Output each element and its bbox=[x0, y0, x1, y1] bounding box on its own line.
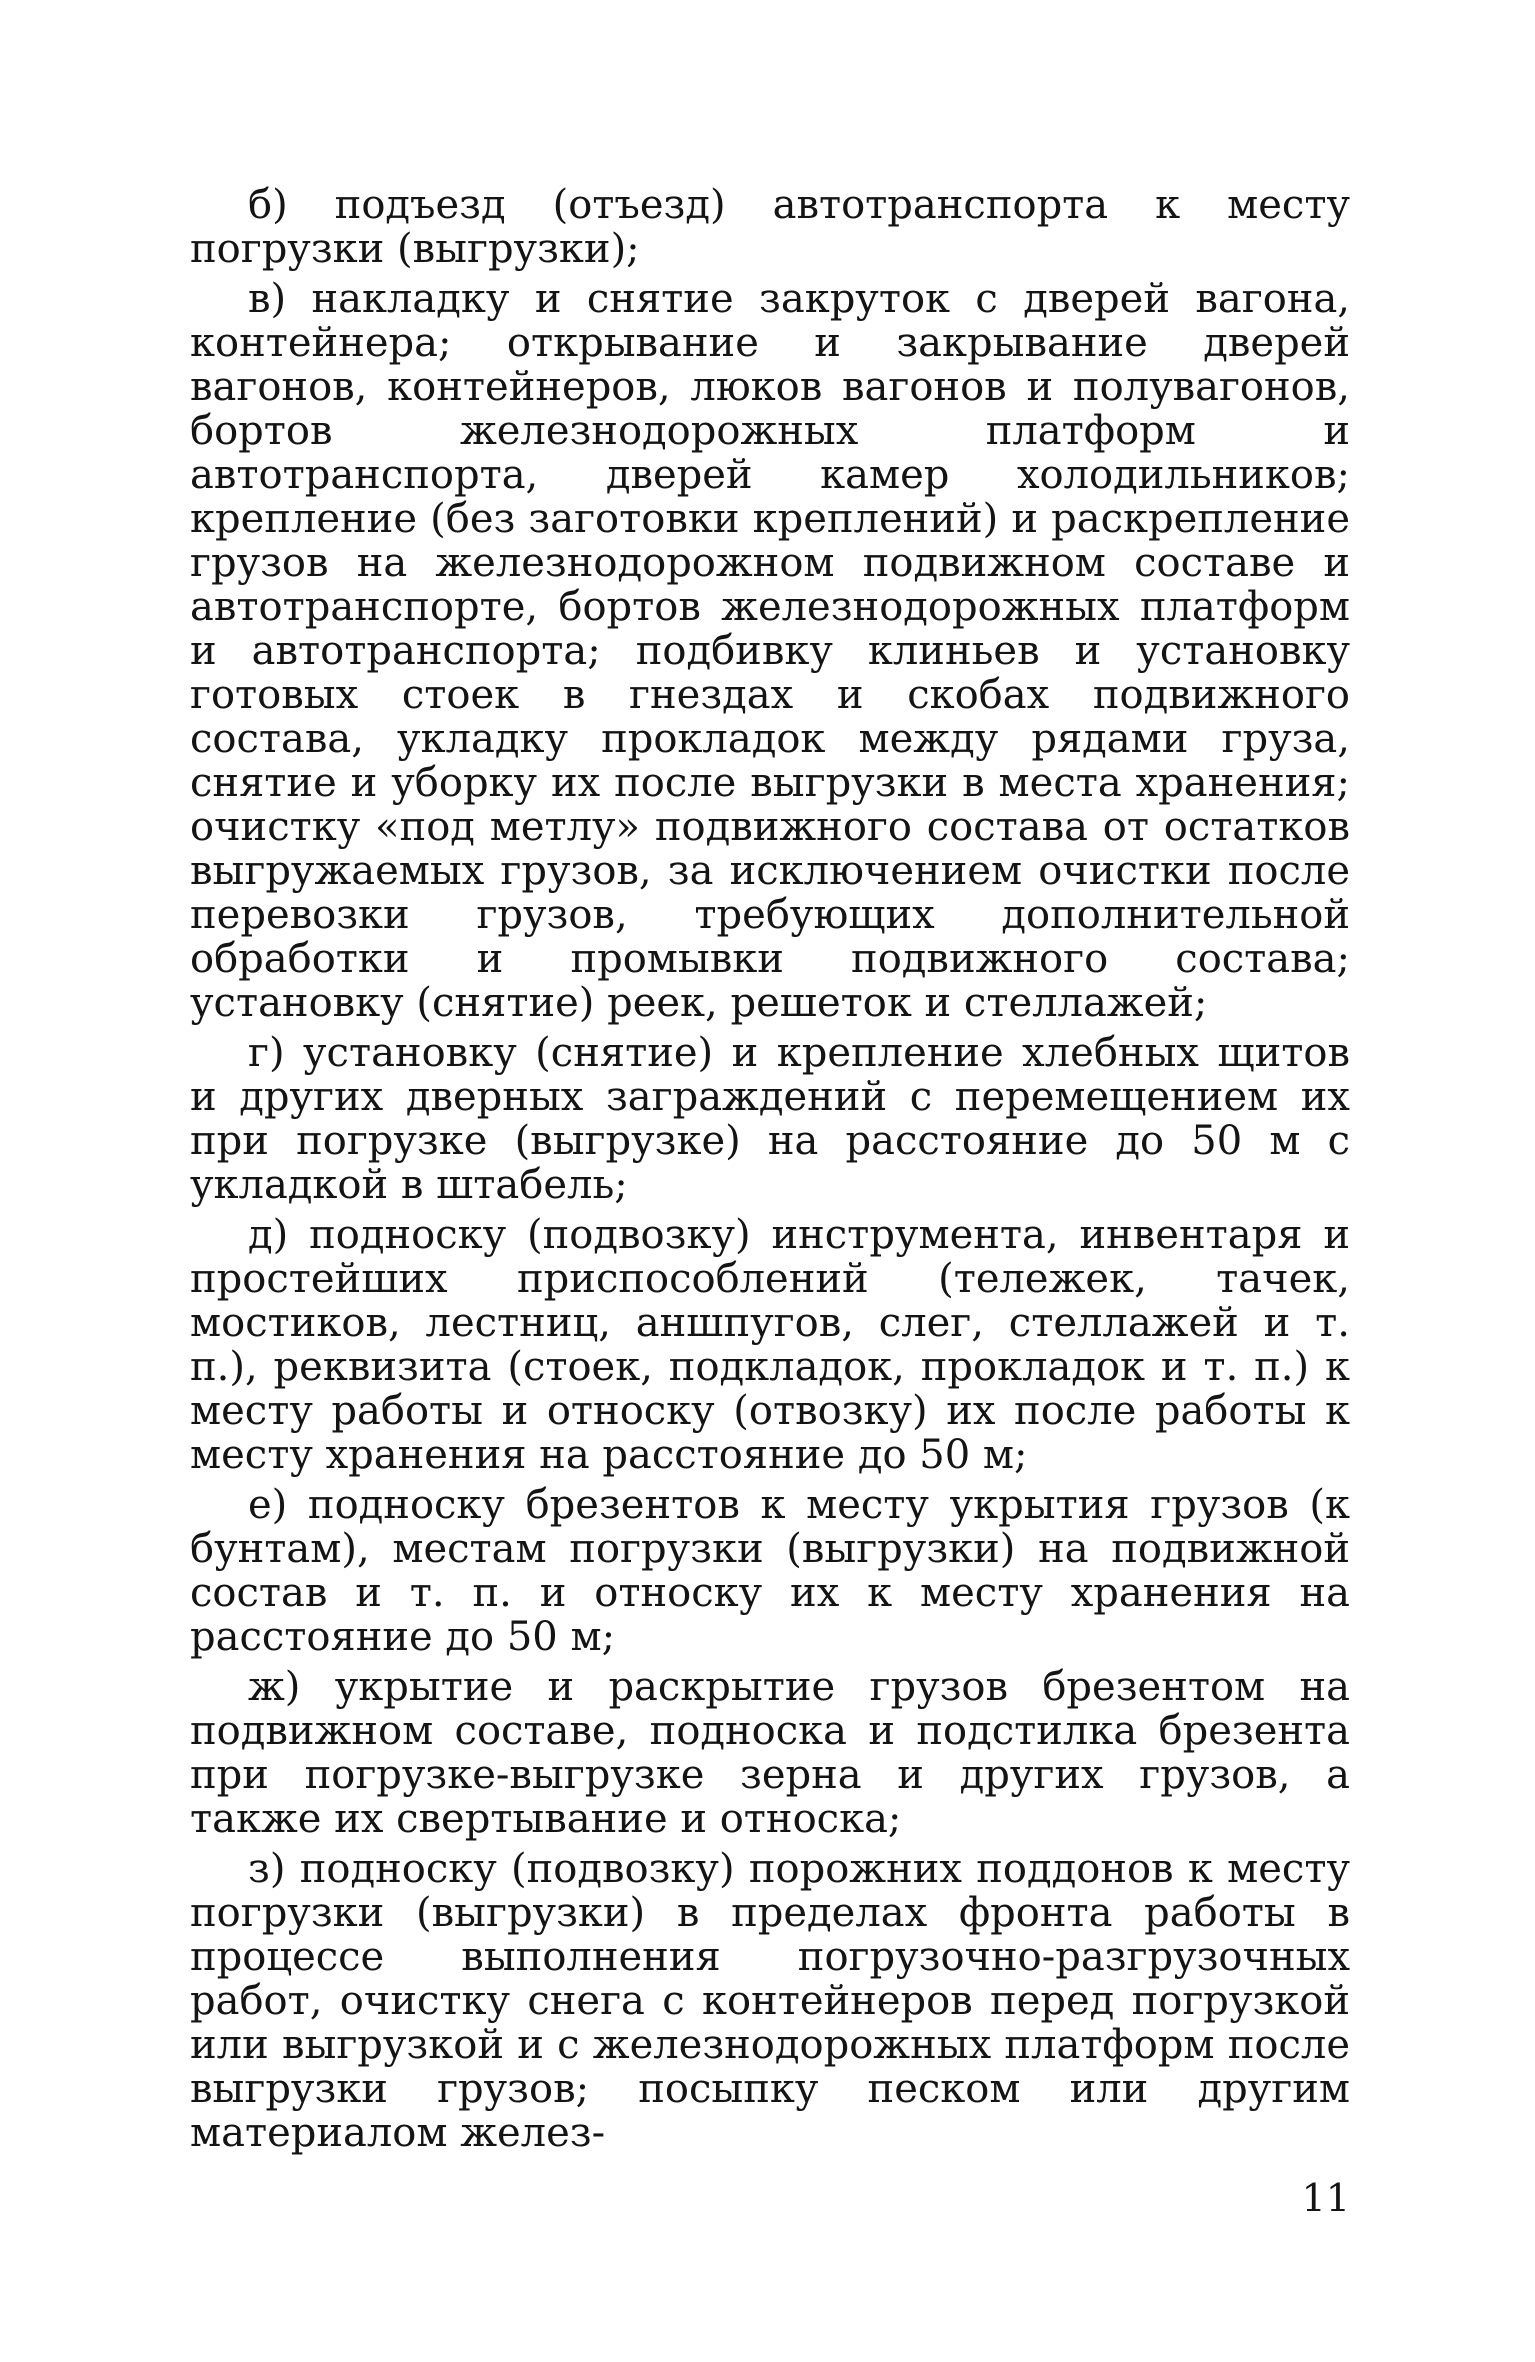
page-number: 11 bbox=[1301, 2176, 1350, 2220]
paragraph-zh: ж) укрытие и раскрытие грузов брезентом на подвижном составе, подноска и подстилка брезента при погрузке-выгрузке зерна и других грузов, а также их свертывание и относка; bbox=[190, 1664, 1350, 1842]
paragraph-g: г) установку (снятие) и крепление хлебных щитов и других дверных заграждений с перемещением их при погрузке (выгрузке) на расстояние до 50 м с укладкой в штабель; bbox=[190, 1030, 1350, 1208]
paragraph-e: е) подноску брезентов к месту укрытия грузов (к бунтам), местам погрузки (выгрузки) на подвижной состав и т. п. и относку их к месту хранения на расстояние до 50 м; bbox=[190, 1482, 1350, 1660]
paragraph-b: б) подъезд (отъезд) автотранспорта к месту погрузки (выгрузки); bbox=[190, 182, 1350, 272]
paragraph-z: з) подноску (подвозку) порожних поддонов к месту погрузки (выгрузки) в пределах фронта работы в процессе выполнения погрузочно-разгрузочных работ, очистку снега с контейнеров перед погрузкой или выгрузкой и с железнодорожных платформ после выгрузки грузов; посыпку песком или другим материалом желез- bbox=[190, 1846, 1350, 2156]
paragraph-d: д) подноску (подвозку) инструмента, инвентаря и простейших приспособлений (тележек, тачек, мостиков, лестниц, аншпугов, слег, стеллажей и т. п.), реквизита (стоек, подкладок, прокладок и т. п.) к месту работы и относку (отвозку) их после работы к месту хранения на расстояние до 50 м; bbox=[190, 1212, 1350, 1478]
paragraph-v: в) накладку и снятие закруток с дверей вагона, контейнера; открывание и закрывание дверей вагонов, контейнеров, люков вагонов и полувагонов, бортов железнодорожных платформ и автотранспорта, дверей камер холодильников; крепление (без заготовки креплений) и раскрепление грузов на железнодорожном подвижном составе и автотранспорте, бортов железнодорожных платформ и автотранспорта; подбивку клиньев и установку готовых стоек в гнездах и скобах подвижного состава, укладку прокладок между рядами груза, снятие и уборку их после выгрузки в места хранения; очистку «под метлу» подвижного состава от остатков выгружаемых грузов, за исключением очистки после перевозки грузов, требующих дополнительной обработки и промывки подвижного состава; установку (снятие) реек, решеток и стеллажей; bbox=[190, 276, 1350, 1026]
body-text bbox=[190, 183, 1350, 2161]
